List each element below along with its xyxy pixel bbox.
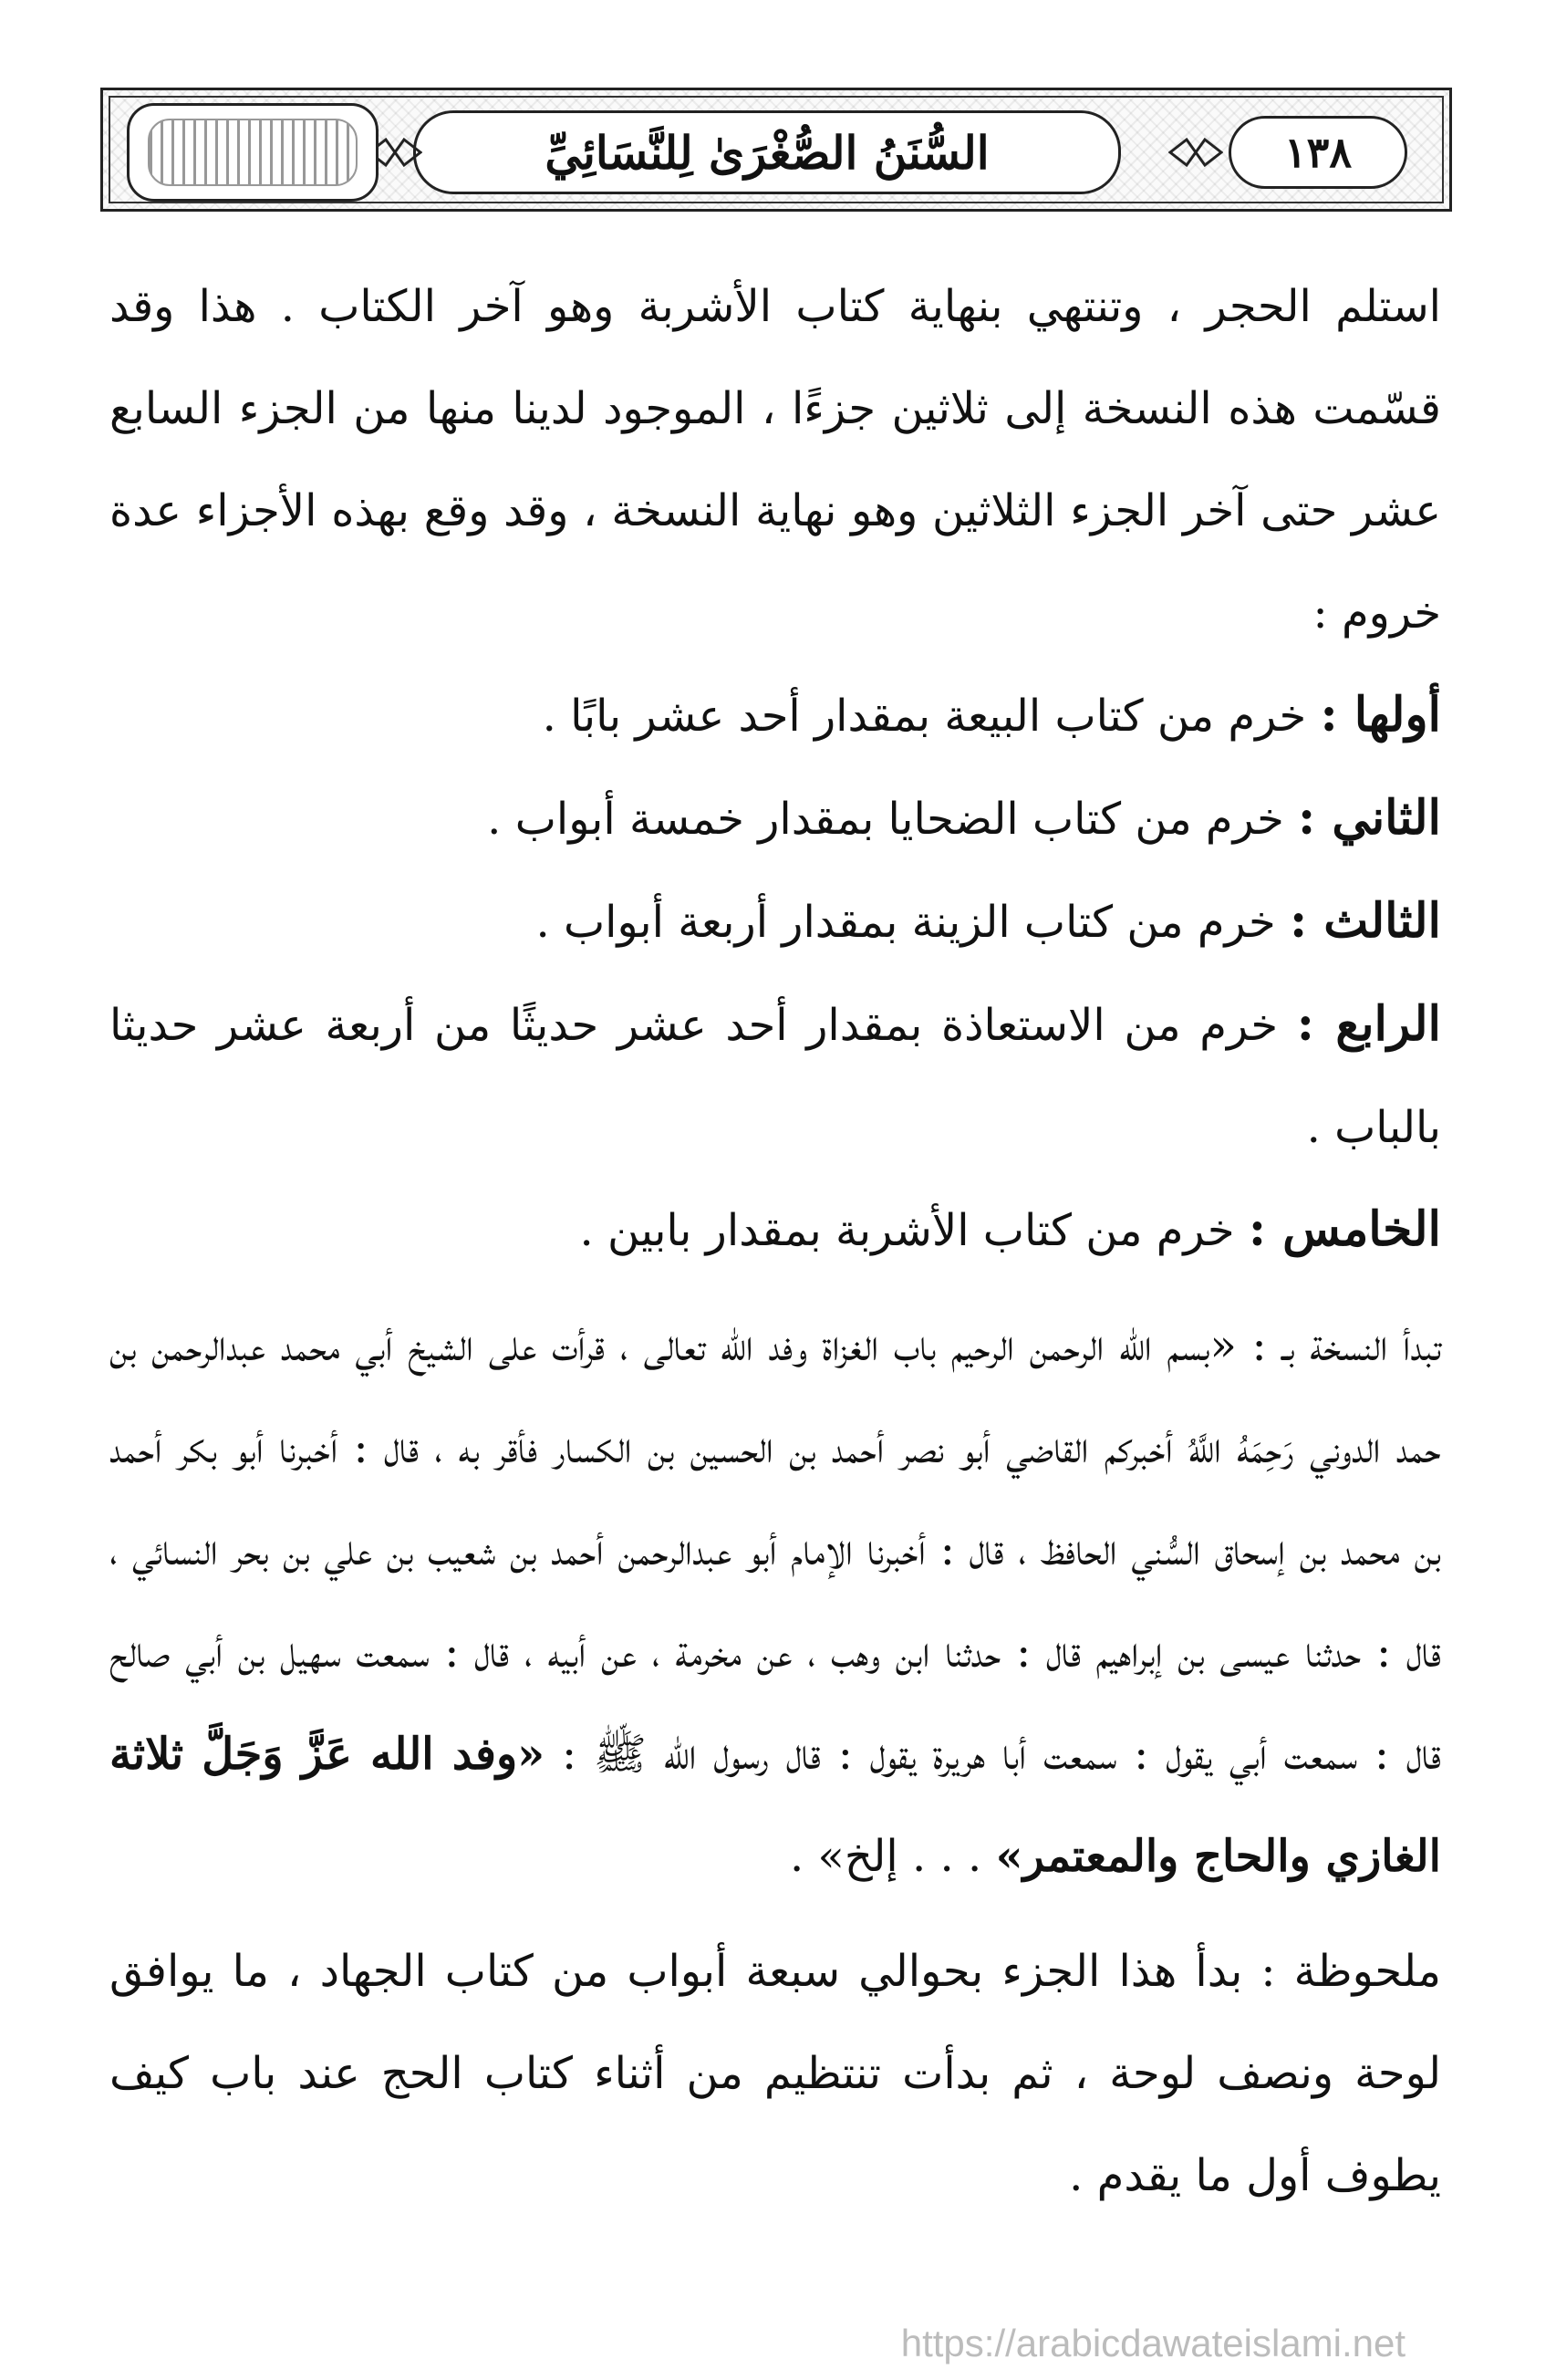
page-header [100, 88, 1452, 212]
item-label: الثاني : [1298, 790, 1441, 846]
paragraph-intro: استلم الحجر ، وتنتهي بنهاية كتاب الأشربة وهو آخر الكتاب . هذا وقد قسّمت هذه النسخة إلى ثلاثين جزءًا ، الموجود لدينا منها من الجزء السابع عشر حتى آخر الجزء الثلاثين وهو نهاية النسخة ، وقد وقع بهذه الأجزاء عدة خروم : [109, 281, 1441, 639]
ornament-icon [1168, 136, 1223, 169]
list-item [109, 767, 1441, 870]
list-item [109, 664, 1441, 767]
list-item [109, 973, 1441, 1179]
opening-text: تبدأ النسخة بـ : «بسم الله الرحمن الرحيم باب الغزاة وفد الله تعالى ، قرأت على الشيخ أبي محمد عبدالرحمن بن حمد الدوني رَحِمَهُ اللَّهُ أخبركم القاضي أبو نصر أحمد بن الحسين بن الكسار فأقر به ، قال : أخبرنا أبو بكر أحمد بن محمد بن إسحاق السُّني الحافظ ، قال : أخبرنا الإمام أبو عبدالرحمن أحمد بن شعيب بن علي بن بحر النسائي ، قال : حدثنا عيسى بن إبراهيم قال : حدثنا ابن وهب ، عن مخرمة ، عن أبيه ، قال : سمعت سهيل بن أبي صالح قال : سمعت أبي يقول : سمعت أبا هريرة يقول : قال رسول الله ﷺ : [109, 1320, 1442, 1780]
emblem-calligraphy [148, 119, 358, 186]
running-title: السُّنَنُ الصُّغْرَىٰ لِلنَّسَائِيِّ [413, 110, 1121, 194]
item-text: خرم من الاستعاذة بمقدار أحد عشر حديثًا من أربعة عشر حديثا بالباب . [109, 1000, 1441, 1153]
list-item [109, 870, 1441, 973]
item-text: خرم من كتاب الأشربة بمقدار بابين . [579, 1205, 1249, 1256]
hadith-quote: «وفد الله عَزَّ وَجَلَّ ثلاثة الغازي والحاج والمعتمر» [109, 1729, 1441, 1882]
list-item [109, 1179, 1441, 1282]
item-label: الرابع : [1296, 996, 1441, 1052]
item-label: الثالث : [1289, 893, 1441, 949]
opening-text-end: . . . إلخ» . [789, 1831, 996, 1882]
watermark-url: https://arabicdawateislami.net [900, 2322, 1406, 2364]
item-label: الخامس : [1248, 1201, 1441, 1257]
paragraph-manuscript-opening [109, 1294, 1441, 1907]
book-emblem [127, 103, 379, 202]
page-number: ١٣٨ [1229, 116, 1407, 189]
item-label: أولها : [1320, 687, 1441, 743]
spacer [109, 1907, 1441, 1920]
page-body [109, 255, 1441, 2227]
item-text: خرم من كتاب الزينة بمقدار أربعة أبواب . [535, 897, 1290, 948]
paragraph-note: ملحوظة : بدأ هذا الجزء بحوالي سبعة أبواب من كتاب الجهاد ، ما يوافق لوحة ونصف لوحة ، ثم بدأت تنتظيم من أثناء كتاب الحج عند باب كيف يطوف أول ما يقدم . [109, 1946, 1441, 2201]
item-text: خرم من كتاب الضحايا بمقدار خمسة أبواب . [487, 794, 1299, 845]
item-text: خرم من كتاب البيعة بمقدار أحد عشر بابًا . [542, 691, 1321, 742]
spacer [109, 1282, 1441, 1294]
